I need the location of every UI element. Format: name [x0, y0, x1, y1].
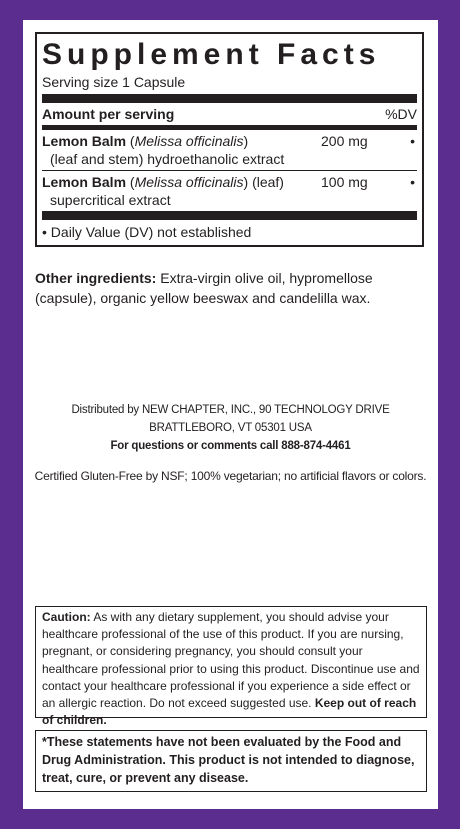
- serving-size: Serving size 1 Capsule: [42, 74, 186, 90]
- label-panel: [23, 20, 438, 809]
- thick-divider: [42, 94, 417, 103]
- fda-statement-box: *These statements have not been evaluated by the Food and Drug Administration. This product is not intended to diagnose, treat, cure, or prevent any disease.: [35, 730, 427, 792]
- other-ingredients-text: Extra-virgin olive oil, hypromellose (capsule), organic yellow beeswax and candelilla wax.: [35, 270, 373, 306]
- amount-header-row: [42, 103, 417, 125]
- caution-label: Caution:: [42, 610, 91, 624]
- facts-title: Supplement Facts: [42, 38, 381, 71]
- ingredient-name: Lemon Balm: [42, 174, 127, 190]
- caution-text: As with any dietary supplement, you should advise your healthcare professional of the use of this product. If you are nursing, pregnant, or considering pregnancy, you should consult your healthcare professional prior to using this product. Discontinue use and contact your healthcare professional if you experience a side effect or an allergic reaction. Do not exceed suggested use.: [42, 610, 420, 711]
- ingredient-amount: 200 mg: [321, 133, 368, 149]
- dv-header: %DV: [385, 106, 417, 122]
- caution-box: [35, 606, 427, 728]
- caution-warning: Keep out of reach of children.: [42, 696, 417, 728]
- dv-footnote: • Daily Value (DV) not established: [42, 224, 252, 240]
- distributor-line2: BRATTLEBORO, VT 05301 USA: [149, 422, 312, 434]
- amount-header: Amount per serving: [42, 106, 175, 122]
- certification-text: Certified Gluten-Free by NSF; 100% vegetarian; no artificial flavors or colors.: [34, 469, 427, 483]
- ingredient-amount: 100 mg: [321, 174, 368, 190]
- distributor-contact: For questions or comments call 888-874-4461: [110, 440, 351, 452]
- distributor-line1: Distributed by NEW CHAPTER, INC., 90 TECHNOLOGY DRIVE: [71, 404, 390, 416]
- thick-divider: [42, 211, 417, 220]
- ingredient-row: Lemon Balm (Melissa officinalis) (leaf) supercritical extract 100 mg •: [42, 170, 417, 211]
- other-ingredients-label: Other ingredients:: [35, 270, 157, 286]
- ingredient-name: Lemon Balm: [42, 133, 127, 149]
- ingredient-suffix: (leaf): [248, 174, 284, 190]
- ingredient-dv: •: [410, 133, 415, 149]
- other-ingredients: [35, 268, 427, 308]
- ingredient-latin: Melissa officinalis: [134, 133, 244, 149]
- ingredient-row: Lemon Balm (Melissa officinalis) (leaf and stem) hydroethanolic extract 200 mg •: [42, 133, 415, 167]
- ingredient-dv: •: [410, 174, 415, 190]
- ingredient-latin: Melissa officinalis: [134, 174, 244, 190]
- distributor-info: [23, 401, 438, 455]
- ingredient-detail: (leaf and stem) hydroethanolic extract: [50, 151, 285, 167]
- ingredient-detail: supercritical extract: [50, 192, 171, 208]
- supplement-facts-box: [35, 32, 424, 247]
